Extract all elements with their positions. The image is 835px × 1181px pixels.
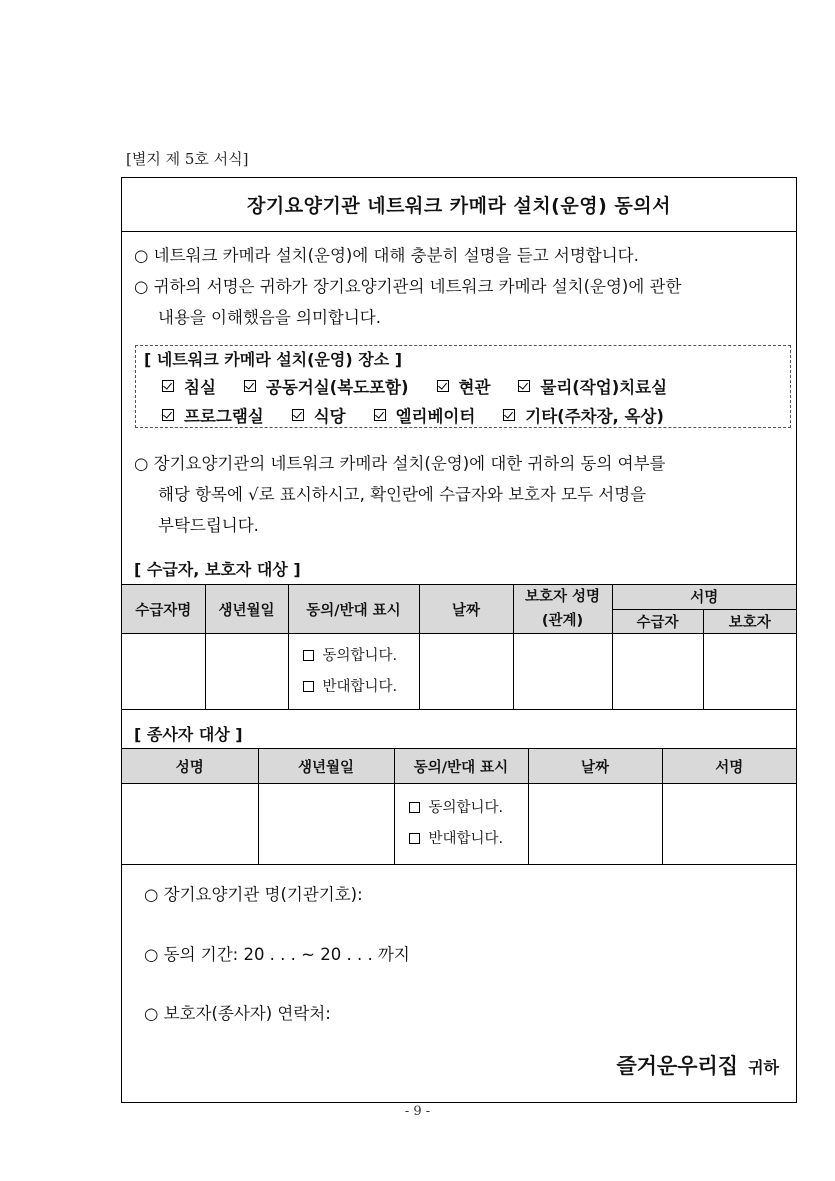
intro-line-3: 내용을 이해했음을 의미합니다.	[158, 308, 381, 327]
col-guardian-name: 보호자 성명 (관계)	[513, 585, 612, 634]
disagree-option[interactable]: 반대합니다.	[395, 824, 528, 855]
location-item[interactable]: 프로그램실	[162, 403, 264, 427]
recipient-signature-cell[interactable]	[612, 634, 703, 710]
recipients-table	[122, 584, 796, 710]
col-staff-birth: 생년월일	[258, 749, 394, 784]
col-birthdate: 생년월일	[205, 585, 288, 634]
agree-option[interactable]: 동의합니다.	[289, 641, 419, 672]
location-item[interactable]: 공동거실(복도포함)	[244, 374, 409, 398]
guardian-name-cell[interactable]	[513, 634, 612, 710]
page-number: - 9 -	[404, 1104, 431, 1119]
page-title: 장기요양기관 네트워크 카메라 설치(운영) 동의서	[247, 195, 671, 217]
checked-checkbox-icon[interactable]	[518, 380, 530, 392]
location-item[interactable]: 기타(주차장, 옥상)	[503, 403, 664, 427]
recipient-date-cell[interactable]	[419, 634, 513, 710]
locations-row-2	[162, 403, 692, 427]
col-staff-date: 날짜	[528, 749, 662, 784]
checked-checkbox-icon[interactable]	[244, 380, 256, 392]
period-field[interactable]: ○ 동의 기간: 20 . . . ~ 20 . . . 까지	[144, 945, 410, 964]
staff-consent-cell	[394, 784, 528, 865]
col-staff-consent: 동의/반대 표시	[394, 749, 528, 784]
locations-title: [ 네트워크 카메라 설치(운영) 장소 ]	[144, 350, 403, 369]
col-sig-recipient: 수급자	[612, 609, 703, 634]
location-item[interactable]: 침실	[162, 374, 216, 398]
col-staff-name: 성명	[122, 749, 258, 784]
location-item[interactable]: 식당	[292, 403, 346, 427]
guardian-signature-cell[interactable]	[703, 634, 796, 710]
contact-field[interactable]: ○ 보호자(종사자) 연락처:	[144, 1004, 331, 1023]
agree-option[interactable]: 동의합니다.	[395, 793, 528, 824]
staff-table	[122, 748, 796, 865]
checkbox-icon[interactable]	[409, 833, 420, 844]
table-row	[122, 784, 796, 865]
checked-checkbox-icon[interactable]	[437, 380, 449, 392]
checked-checkbox-icon[interactable]	[292, 409, 304, 421]
staff-heading: [ 종사자 대상 ]	[134, 725, 243, 744]
consent-form	[121, 177, 797, 1103]
location-item[interactable]: 현관	[437, 374, 491, 398]
form-number-label: [별지 제 5호 서식]	[126, 150, 249, 168]
col-sig-guardian: 보호자	[703, 609, 796, 634]
checked-checkbox-icon[interactable]	[162, 409, 174, 421]
recipient-name-cell[interactable]	[122, 634, 205, 710]
checkbox-icon[interactable]	[303, 681, 314, 692]
col-recipient-name: 수급자명	[122, 585, 205, 634]
checked-checkbox-icon[interactable]	[162, 380, 174, 392]
organization-name: 즐거운우리집	[616, 1054, 739, 1078]
disagree-option[interactable]: 반대합니다.	[289, 672, 419, 703]
addressee	[616, 1050, 779, 1080]
recipient-consent-cell	[288, 634, 419, 710]
instruction-line-1: ○ 장기요양기관의 네트워크 카메라 설치(운영)에 대한 귀하의 동의 여부를	[134, 454, 666, 473]
title-row	[122, 178, 796, 232]
instruction-line-2: 해당 항목에 √로 표시하시고, 확인란에 수급자와 보호자 모두 서명을	[158, 485, 647, 504]
col-consent: 동의/반대 표시	[288, 585, 419, 634]
instruction-line-3: 부탁드립니다.	[158, 516, 259, 535]
intro-text	[134, 240, 786, 333]
col-signature: 서명	[612, 585, 796, 610]
intro-line-1: ○ 네트워크 카메라 설치(운영)에 대해 충분히 설명을 듣고 서명합니다.	[134, 246, 639, 265]
location-item[interactable]: 물리(작업)치료실	[518, 374, 667, 398]
checkbox-icon[interactable]	[303, 650, 314, 661]
table-row	[122, 634, 796, 710]
checked-checkbox-icon[interactable]	[503, 409, 515, 421]
intro-line-2: ○ 귀하의 서명은 귀하가 장기요양기관의 네트워크 카메라 설치(운영)에 관한	[134, 277, 682, 296]
checkbox-icon[interactable]	[409, 802, 420, 813]
staff-date-cell[interactable]	[528, 784, 662, 865]
recipient-birth-cell[interactable]	[205, 634, 288, 710]
locations-row-1	[162, 374, 695, 398]
camera-locations-box	[135, 345, 791, 428]
staff-signature-cell[interactable]	[662, 784, 796, 865]
col-date: 날짜	[419, 585, 513, 634]
staff-name-cell[interactable]	[122, 784, 258, 865]
staff-birth-cell[interactable]	[258, 784, 394, 865]
col-staff-signature: 서명	[662, 749, 796, 784]
location-item[interactable]: 엘리베이터	[374, 403, 476, 427]
recipients-heading: [ 수급자, 보호자 대상 ]	[134, 560, 301, 579]
honorific: 귀하	[748, 1058, 779, 1077]
institution-field[interactable]: ○ 장기요양기관 명(기관기호):	[144, 885, 363, 904]
checked-checkbox-icon[interactable]	[374, 409, 386, 421]
consent-instruction	[134, 448, 786, 541]
